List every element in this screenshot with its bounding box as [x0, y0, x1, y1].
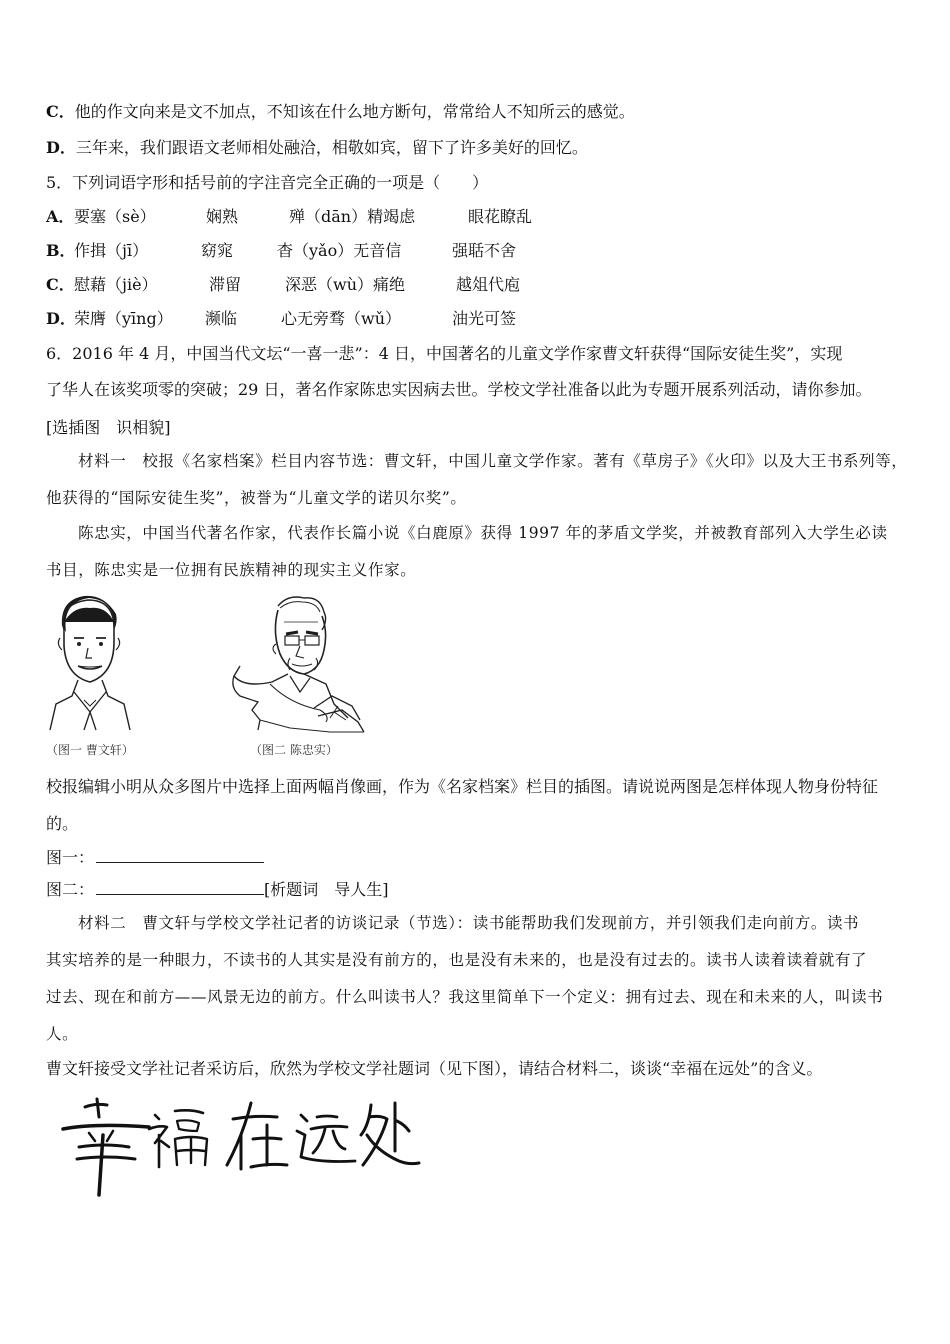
- material-2-line-3: 过去、现在和前方——风景无边的前方。什么叫读书人？我这里简单下一个定义：拥有过去、现在和未来的人，叫读书: [46, 988, 884, 1006]
- figure-2-answer-blank[interactable]: [96, 880, 264, 895]
- question-1-line-2: 的。: [46, 814, 79, 833]
- prev-option-c: [46, 102, 635, 122]
- option-item: 眼花瞭乱: [468, 207, 533, 226]
- option-item: 心无旁骛（wǔ）: [281, 309, 402, 328]
- material-2-line-2: 其实培养的是一种眼力，不读书的人其实是没有前方的，也是没有未来的，也是没有过去的。读书人读着读着就有了: [46, 951, 868, 969]
- option-label: D．: [46, 138, 76, 157]
- figure-2-label: 图二：: [46, 880, 95, 899]
- figure-1-answer-blank[interactable]: [96, 848, 264, 863]
- option-item: 滞留: [209, 275, 242, 294]
- caption-figure-2: （图二 陈忠实）: [250, 743, 338, 757]
- figure-2-answer-row: [46, 880, 389, 900]
- option-item: 濒临: [205, 309, 238, 328]
- option-item: 杳（yǎo）无音信: [277, 241, 402, 260]
- portrait-cao-wenxuan: [44, 592, 134, 732]
- option-label: B．: [46, 241, 76, 260]
- option-item: 作揖（jī）: [74, 241, 149, 260]
- option-item: 深恶（wù）痛绝: [285, 275, 406, 294]
- option-item: 娴熟: [206, 207, 239, 226]
- option-item: 越俎代庖: [456, 275, 521, 294]
- option-item: 要塞（sè）: [74, 207, 156, 226]
- option-item: 强聒不舍: [452, 241, 517, 260]
- option-item: 殚（dān）精竭虑: [289, 207, 416, 226]
- q5-option-a: [46, 207, 926, 227]
- portrait-chen-zhongshi: [230, 592, 365, 737]
- section-heading-1: [选插图 识相貌]: [46, 418, 171, 437]
- option-item: 慰藉（jiè）: [74, 275, 158, 294]
- material-1-line-4: 书目，陈忠实是一位拥有民族精神的现实主义作家。: [46, 561, 417, 579]
- question-6-line-2: 了华人在该奖项零的突破；29 日，著名作家陈忠实因病去世。学校文学社准备以此为专题开展系列活动，请你参加。: [46, 380, 872, 399]
- question-1-line-1: 校报编辑小明从众多图片中选择上面两幅肖像画，作为《名家档案》栏目的插图。请说说两图是怎样体现人物身份特征: [46, 777, 879, 796]
- q5-option-b: [46, 241, 926, 261]
- figure-1-label: 图一：: [46, 848, 95, 867]
- option-label: C．: [46, 102, 75, 121]
- prev-option-d: [46, 138, 588, 158]
- material-1-line-2: 他获得的“国际安徒生奖”，被誉为“儿童文学的诺贝尔奖”。: [46, 489, 467, 507]
- option-label: C．: [46, 275, 75, 294]
- figure-1-answer-row: [46, 848, 264, 868]
- caption-figure-1: （图一 曹文轩）: [46, 743, 134, 757]
- question-5: 5．下列词语字形和括号前的字注音完全正确的一项是（ ）: [46, 173, 489, 192]
- option-text: 他的作文向来是文不加点，不知该在什么地方断句，常常给人不知所云的感觉。: [74, 102, 635, 121]
- material-2-line-1: 材料二 曹文轩与学校文学社记者的访谈记录（节选）：读书能帮助我们发现前方，并引领我们走向前方。读书: [78, 914, 860, 932]
- question-2: 曹文轩接受文学社记者采访后，欣然为学校文学社题词（见下图），请结合材料二，谈谈“幸福在远处”的含义。: [46, 1059, 823, 1078]
- option-label: A．: [46, 207, 75, 226]
- question-6-line-1: 6．2016 年 4 月，中国当代文坛“一喜一悲”：4 日，中国著名的儿童文学作家曹文轩获得“国际安徒生奖”，实现: [46, 344, 843, 363]
- material-1-line-1: 材料一 校报《名家档案》栏目内容节选：曹文轩，中国儿童文学作家。著有《草房子》《火印》以及大王书系列等，: [78, 452, 908, 470]
- option-item: 窈窕: [201, 241, 234, 260]
- material-2-line-4: 人。: [46, 1025, 79, 1043]
- material-1-line-3: 陈忠实，中国当代著名作家，代表作长篇小说《白鹿原》获得 1997 年的茅盾文学奖，并被教育部列入大学生必读: [78, 524, 888, 542]
- option-item: 荣膺（yīng）: [74, 309, 173, 328]
- option-label: D．: [46, 309, 76, 328]
- section-heading-2: [析题词 导人生]: [264, 880, 389, 899]
- calligraphy-inscription: [55, 1095, 425, 1205]
- option-item: 油光可签: [452, 309, 517, 328]
- q5-option-d: [46, 309, 926, 329]
- option-text: 三年来，我们跟语文老师相处融洽，相敬如宾，留下了许多美好的回忆。: [75, 138, 588, 157]
- q5-option-c: [46, 275, 926, 295]
